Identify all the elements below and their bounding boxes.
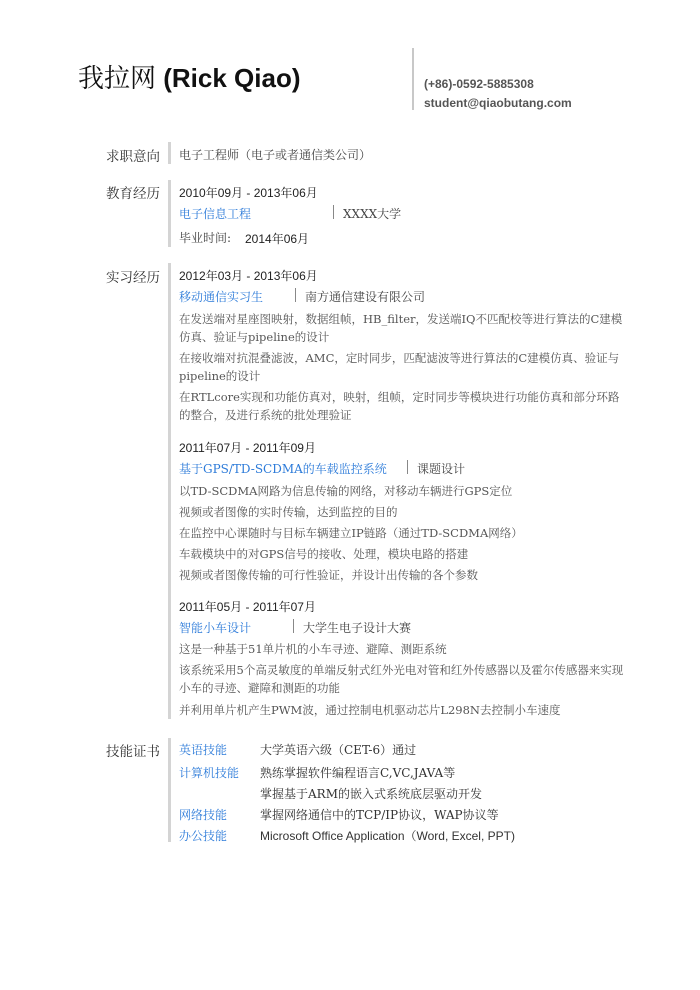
- entry-line: 该系统采用5个高灵敏度的单端反射式红外光电对管和红外传感器以及霍尔传感器来实现小车的寻迹、避障和测距的功能: [179, 663, 624, 695]
- education-school: XXXX大学: [343, 207, 402, 221]
- entry-line: 这是一种基于51单片机的小车寻迹、避障、测距系统: [179, 642, 447, 656]
- entry-line: 视频或者图像传输的可行性验证，并设计出传输的各个参数: [179, 568, 478, 582]
- skill-name: 计算机技能: [179, 766, 240, 780]
- entry-org: 大学生电子设计大赛: [303, 621, 412, 635]
- entry-separator: [407, 460, 408, 474]
- internship-bar: [168, 263, 171, 719]
- education-separator: [333, 205, 334, 219]
- entry-line: 在接收端对抗混叠滤波，AMC，定时同步，匹配滤波等进行算法的C建模仿真、验证与pipeline的设计: [179, 351, 620, 383]
- entry-org: 课题设计: [417, 462, 466, 476]
- entry-separator: [295, 288, 296, 302]
- email-address: student@qiaobutang.com: [424, 96, 572, 110]
- entry-period: 2011年05月 - 2011年07月: [179, 600, 316, 614]
- internship-label: 实习经历: [106, 270, 160, 286]
- objective-label: 求职意向: [106, 149, 160, 165]
- name-english: (Rick Qiao): [163, 63, 301, 93]
- skills-bar: [168, 738, 171, 842]
- graduation-date: 2014年06月: [245, 232, 310, 246]
- entry-line: 在RTLcore实现和功能仿真对，映射，组帧，定时同步等模块进行功能仿真和部分环路的整合，及进行系统的批处理验证: [179, 390, 620, 422]
- skill-name: 英语技能: [179, 743, 228, 757]
- name-chinese: 我拉网: [78, 63, 157, 93]
- entry-line: 以TD-SCDMA网路为信息传输的网络，对移动车辆进行GPS定位: [179, 484, 513, 498]
- header-divider: [412, 48, 414, 110]
- entry-title: 移动通信实习生: [179, 290, 264, 304]
- graduation-label: 毕业时间:: [179, 231, 232, 245]
- skill-value: 掌握网络通信中的TCP/IP协议，WAP协议等: [260, 808, 499, 822]
- entry-period: 2012年03月 - 2013年06月: [179, 269, 318, 283]
- education-bar: [168, 180, 171, 247]
- skill-value: 熟练掌握软件编程语言C,VC,JAVA等: [260, 766, 456, 780]
- education-period: 2010年09月 - 2013年06月: [179, 186, 318, 200]
- objective-value: 电子工程师（电子或者通信类公司）: [179, 148, 372, 162]
- entry-line: 并利用单片机产生PWM波，通过控制电机驱动芯片L298N去控制小车速度: [179, 703, 561, 717]
- education-label: 教育经历: [106, 186, 160, 202]
- skill-name: 网络技能: [179, 808, 228, 822]
- entry-line: 在发送端对星座图映射，数据组帧，HB_filter，发送端IQ不匹配校等进行算法的C建模仿真、验证与pipeline的设计: [179, 312, 623, 344]
- phone-number: (+86)-0592-5885308: [424, 77, 534, 91]
- education-major: 电子信息工程: [179, 207, 252, 221]
- entry-period: 2011年07月 - 2011年09月: [179, 441, 316, 455]
- skill-value: 大学英语六级（CET-6）通过: [260, 743, 417, 757]
- entry-separator: [293, 619, 294, 633]
- objective-bar: [168, 142, 171, 164]
- entry-title: 智能小车设计: [179, 621, 252, 635]
- skill-value: Microsoft Office Application（Word, Excel, PPT): [260, 829, 515, 843]
- skill-value: 掌握基于ARM的嵌入式系统底层驱动开发: [260, 787, 482, 801]
- entry-org: 南方通信建设有限公司: [305, 290, 426, 304]
- resume-name: [78, 58, 301, 95]
- entry-line: 在监控中心课随时与目标车辆建立IP链路（通过TD-SCDMA网络）: [179, 526, 523, 540]
- entry-line: 车载模块中的对GPS信号的接收、处理，模块电路的搭建: [179, 547, 469, 561]
- skill-name: 办公技能: [179, 829, 228, 843]
- entry-line: 视频或者图像的实时传输，达到监控的目的: [179, 505, 398, 519]
- entry-title: 基于GPS/TD-SCDMA的车载监控系统: [179, 462, 387, 476]
- skills-label: 技能证书: [106, 744, 160, 760]
